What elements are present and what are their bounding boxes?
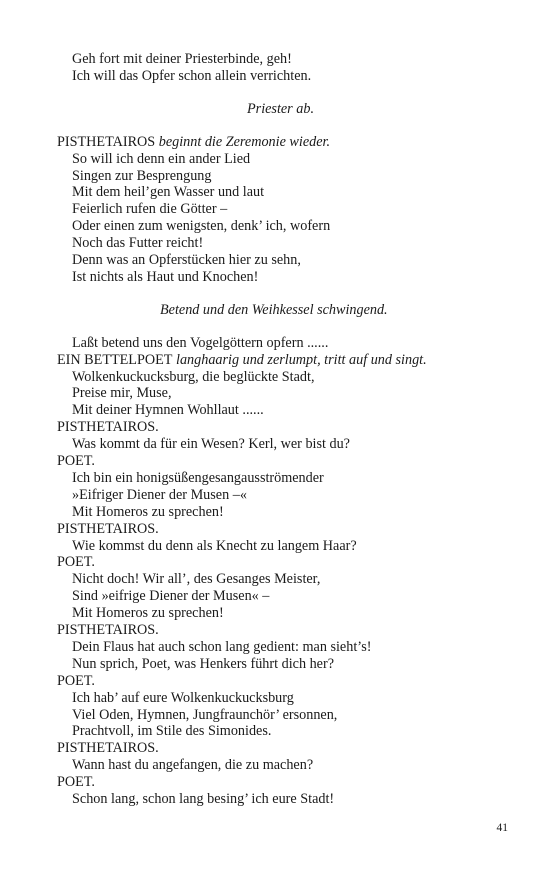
verse-line: Prachtvoll, im Stile des Simonides. xyxy=(72,723,272,740)
speaker-name: POET. xyxy=(57,453,95,469)
verse-line: Sind »eifrige Diener der Musen« – xyxy=(72,588,270,605)
verse-line: Nun sprich, Poet, was Henkers führt dich her? xyxy=(72,655,335,672)
page-number: 41 xyxy=(496,822,508,834)
verse-line: Geh fort mit deiner Priesterbinde, geh! xyxy=(72,51,292,67)
verse-line: Feierlich rufen die Götter – xyxy=(72,201,228,218)
stage-direction: Priester ab. xyxy=(247,100,314,117)
speaker-name: POET. xyxy=(57,774,95,791)
verse-line: Ich hab’ auf eure Wolkenkuckucksburg xyxy=(72,689,294,706)
speaker-name: PISTHETAIROS. xyxy=(57,419,159,436)
speaker-line xyxy=(57,453,95,470)
speaker-name: PISTHETAIROS. xyxy=(57,740,159,757)
speaker-name: PISTHETAIROS. xyxy=(57,622,159,638)
stage-direction: langhaarig und zerlumpt, tritt auf und singt. xyxy=(172,351,427,368)
verse-line: Ist nichts als Haut und Knochen! xyxy=(72,268,259,285)
speaker-line xyxy=(57,673,95,690)
verse-line: Singen zur Besprengung xyxy=(72,167,212,184)
verse-line: Nicht doch! Wir all’, des Gesanges Meister, xyxy=(72,571,321,588)
verse-line: Wie kommst du denn als Knecht zu langem Haar? xyxy=(72,537,357,554)
speaker-line xyxy=(57,622,159,639)
stage-direction: Betend und den Weihkessel schwingend. xyxy=(160,301,388,318)
speaker-line xyxy=(57,774,95,791)
verse-line: Dein Flaus hat auch schon lang gedient: man sieht’s! xyxy=(72,638,372,655)
verse-line: Mit Homeros zu sprechen! xyxy=(72,605,224,622)
speaker-name: POET. xyxy=(57,554,95,571)
speaker-line xyxy=(57,740,159,757)
verse-line: So will ich denn ein ander Lied xyxy=(72,150,251,167)
speaker-name: PISTHETAIROS xyxy=(57,133,156,150)
speaker-line xyxy=(57,521,159,538)
verse-line: Mit deiner Hymnen Wohllaut ...... xyxy=(72,402,264,419)
speaker-name: EIN BETTELPOET xyxy=(57,351,173,368)
verse-line: Laßt betend uns den Vogelgöttern opfern ...... xyxy=(72,334,329,351)
speaker-line xyxy=(57,419,159,436)
verse-line: Viel Oden, Hymnen, Jungfraunchör’ ersonnen, xyxy=(72,706,338,723)
verse-line: Wolkenkuckucksburg, die beglückte Stadt, xyxy=(72,368,315,385)
verse-line: Oder einen zum wenigsten, denk’ ich, wofern xyxy=(72,218,331,235)
verse-line: Preise mir, Muse, xyxy=(72,385,172,402)
verse-line: »Eifriger Diener der Musen –« xyxy=(72,486,247,503)
verse-line: Noch das Futter reicht! xyxy=(72,235,204,252)
speaker-line xyxy=(57,134,330,151)
verse-line: Mit dem heil’gen Wasser und laut xyxy=(72,184,265,201)
stage-direction: beginnt die Zeremonie wieder. xyxy=(155,133,331,150)
speaker-name: POET. xyxy=(57,672,95,689)
speaker-line xyxy=(57,554,95,571)
verse-line: Ich will das Opfer schon allein verrichten. xyxy=(72,67,312,84)
verse-line: Mit Homeros zu sprechen! xyxy=(72,503,224,520)
speaker-name: PISTHETAIROS. xyxy=(57,520,159,537)
verse-line: Wann hast du angefangen, die zu machen? xyxy=(72,757,314,774)
verse-line: Ich bin ein honigsüßengesangausströmender xyxy=(72,469,324,486)
verse-line: Was kommt da für ein Wesen? Kerl, wer bist du? xyxy=(72,436,350,453)
verse-line: Denn was an Opferstücken hier zu sehn, xyxy=(72,252,301,268)
verse-line: Schon lang, schon lang besing’ ich eure Stadt! xyxy=(72,791,335,807)
speaker-line xyxy=(57,352,427,369)
